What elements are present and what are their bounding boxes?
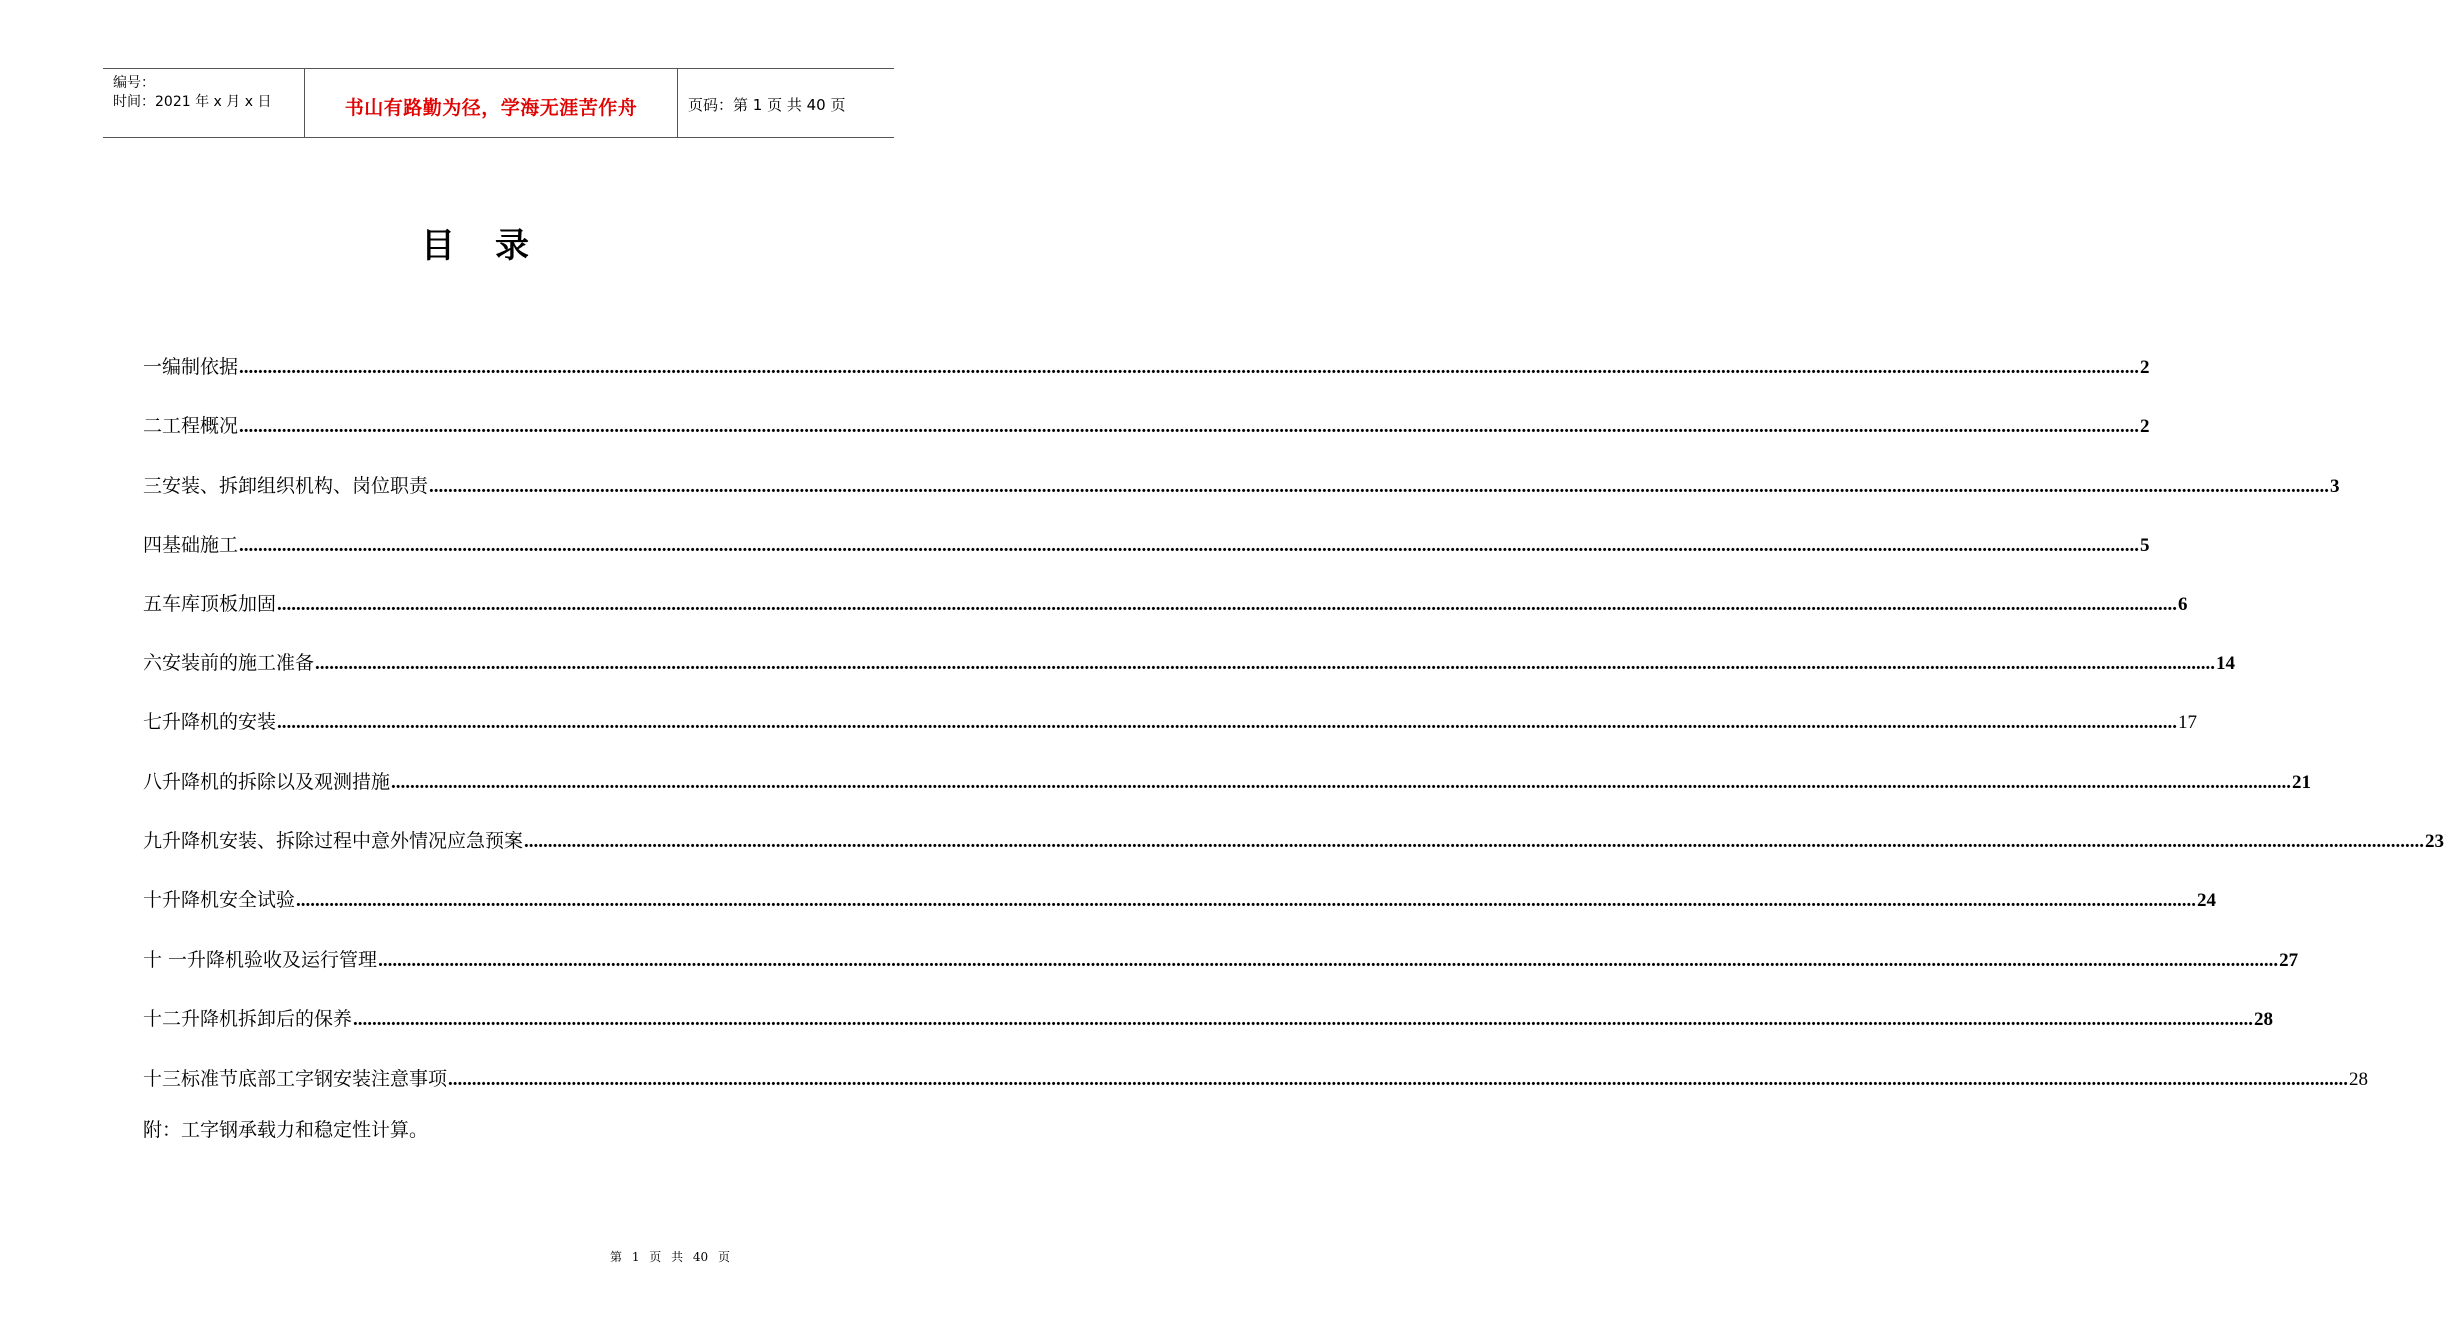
toc-text: 基础施工 xyxy=(162,534,239,556)
toc-item[interactable] xyxy=(143,351,2150,379)
toc-item[interactable] xyxy=(143,825,2444,853)
toc-text: 升降机拆卸后的保养 xyxy=(181,1008,353,1030)
toc-leader: ................................................................................................................................................................................................................................................................................................................................................................................................................ xyxy=(391,772,2292,793)
toc-page: 23 xyxy=(2425,831,2444,852)
toc-number: 八 xyxy=(143,771,163,793)
code-label: 编号： xyxy=(113,75,155,91)
page-title: 目录 xyxy=(421,226,569,266)
toc-text: 安装前的施工准备 xyxy=(162,652,315,674)
toc-item[interactable] xyxy=(143,884,2217,912)
toc-number: 一 xyxy=(143,356,163,378)
toc-number: 九 xyxy=(143,830,163,852)
toc-leader: ................................................................................................................................................................................................................................................................................................................................................................................................................ xyxy=(353,1009,2254,1030)
toc-page: 28 xyxy=(2254,1009,2274,1030)
toc-text: 升降机安装、拆除过程中意外情况应急预案 xyxy=(162,830,524,852)
toc-leader: ................................................................................................................................................................................................................................................................................................................................................................................................................ xyxy=(524,831,2425,852)
toc-item[interactable] xyxy=(143,766,2312,794)
time-label: 时间：2021 年 x 月 x 日 xyxy=(113,94,272,110)
header-left-cell xyxy=(103,69,305,137)
toc-number: 三 xyxy=(143,475,163,497)
toc-page: 6 xyxy=(2178,594,2188,615)
toc-text: 编制依据 xyxy=(162,356,239,378)
toc-text: 工程概况 xyxy=(162,415,239,437)
toc-item[interactable] xyxy=(143,1003,2274,1031)
toc-number: 十三 xyxy=(143,1068,182,1090)
toc-number: 五 xyxy=(143,593,163,615)
toc-number: 六 xyxy=(143,652,163,674)
toc-page: 14 xyxy=(2216,653,2236,674)
toc-number: 四 xyxy=(143,534,163,556)
toc-item[interactable] xyxy=(143,944,2299,972)
toc-number: 十二 xyxy=(143,1008,182,1030)
header-motto-cell xyxy=(305,69,678,137)
header-right-cell xyxy=(678,69,894,137)
toc-leader: ................................................................................................................................................................................................................................................................................................................................................................................................................ xyxy=(239,357,2140,378)
toc-leader: ................................................................................................................................................................................................................................................................................................................................................................................................................ xyxy=(296,890,2197,911)
toc-page: 2 xyxy=(2140,357,2150,378)
toc-number: 七 xyxy=(143,711,163,733)
appendix-note: 附：工字钢承载力和稳定性计算。 xyxy=(143,1119,429,1141)
toc-leader: ................................................................................................................................................................................................................................................................................................................................................................................................................ xyxy=(239,535,2140,556)
toc-page: 5 xyxy=(2140,535,2150,556)
toc-leader: ................................................................................................................................................................................................................................................................................................................................................................................................................ xyxy=(378,950,2279,971)
toc-number: 十 一 xyxy=(143,949,188,971)
toc-text: 升降机的拆除以及观测措施 xyxy=(162,771,391,793)
toc-text: 升降机安全试验 xyxy=(162,889,296,911)
toc-leader: ................................................................................................................................................................................................................................................................................................................................................................................................................ xyxy=(277,712,2178,733)
toc-text: 安装、拆卸组织机构、岗位职责 xyxy=(162,475,429,497)
toc-leader: ................................................................................................................................................................................................................................................................................................................................................................................................................ xyxy=(448,1069,2349,1090)
toc-item[interactable] xyxy=(143,647,2236,675)
toc-page: 24 xyxy=(2197,890,2217,911)
toc-text: 车库顶板加固 xyxy=(162,593,277,615)
toc-item[interactable] xyxy=(143,1063,2369,1091)
toc-page: 27 xyxy=(2279,950,2299,971)
page-footer: 第 1 页 共 40 页 xyxy=(610,1250,730,1264)
toc-text: 升降机验收及运行管理 xyxy=(187,949,378,971)
toc-item[interactable] xyxy=(143,410,2150,438)
toc-item[interactable] xyxy=(143,588,2188,616)
toc-text: 升降机的安装 xyxy=(162,711,277,733)
toc-page: 21 xyxy=(2292,772,2312,793)
motto: 书山有路勤为径，学海无涯苦作舟 xyxy=(344,97,638,119)
header-table xyxy=(103,68,894,138)
toc-page: 28 xyxy=(2349,1069,2369,1090)
toc-item[interactable] xyxy=(143,470,2340,498)
toc-item[interactable] xyxy=(143,529,2150,557)
toc-text: 标准节底部工字钢安装注意事项 xyxy=(181,1068,448,1090)
toc-page: 17 xyxy=(2178,712,2198,733)
toc-page: 2 xyxy=(2140,416,2150,437)
toc-leader: ................................................................................................................................................................................................................................................................................................................................................................................................................ xyxy=(277,594,2178,615)
toc-number: 十 xyxy=(143,889,163,911)
toc-leader: ................................................................................................................................................................................................................................................................................................................................................................................................................ xyxy=(239,416,2140,437)
toc-page: 3 xyxy=(2330,476,2340,497)
toc-leader: ................................................................................................................................................................................................................................................................................................................................................................................................................ xyxy=(429,476,2330,497)
page-info: 页码：第 1 页 共 40 页 xyxy=(688,96,846,114)
toc-number: 二 xyxy=(143,415,163,437)
toc-item[interactable] xyxy=(143,706,2198,734)
toc-leader: ................................................................................................................................................................................................................................................................................................................................................................................................................ xyxy=(315,653,2216,674)
